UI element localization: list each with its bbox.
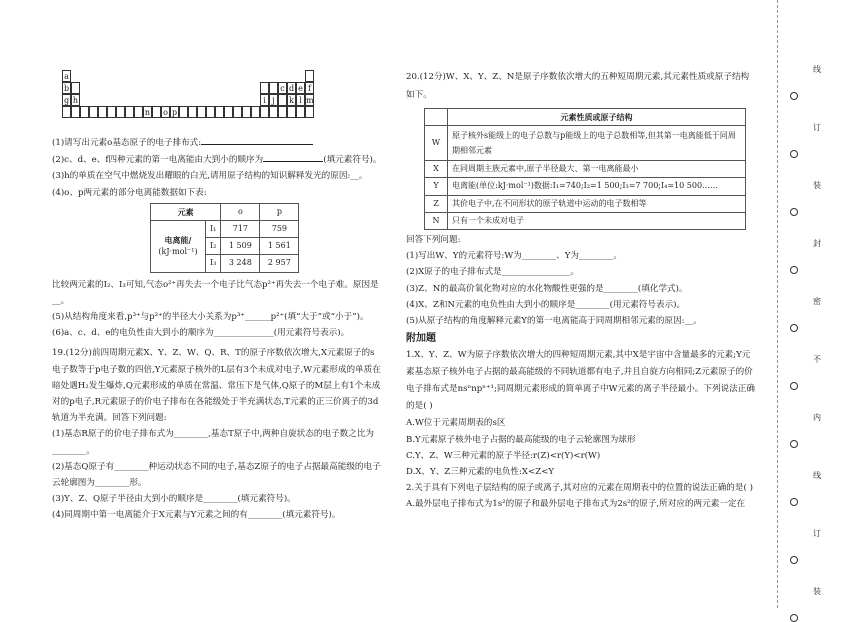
answer-2: (2)X原子的电子排布式是________________。 <box>406 267 579 278</box>
periodic-cell <box>89 106 98 118</box>
periodic-cell: c <box>278 82 287 94</box>
question-4b: 比较两元素的I₂、I₃可知,气态o²⁺再失去一个电子比气态p²⁺再失去一个电子难。原因是__。 <box>52 279 379 306</box>
binding-line <box>777 0 779 608</box>
margin-circle <box>790 92 798 100</box>
margin-label: 订 <box>813 123 821 132</box>
periodic-cell <box>116 106 125 118</box>
periodic-cell <box>107 106 116 118</box>
periodic-cell <box>215 106 224 118</box>
question-2: (2)c、d、e、f四种元素的第一电离能由大到小的顺序为 (填元素符号)。 <box>52 151 382 168</box>
table-label: 电离能/ (kJ·mol⁻¹) <box>151 221 206 273</box>
periodic-cell <box>296 106 305 118</box>
periodic-cell <box>197 106 206 118</box>
question-4: (4)o、p两元素的部分电离能数据如下表: <box>52 187 207 198</box>
question-20: 20.(12分)W、X、Y、Z、N是原子序数依次增大的五种短周期元素,其元素性质或原子结构如下。 <box>406 72 750 100</box>
element-table: 元素性质或原子结构 W 原子核外s能级上的电子总数与p能级上的电子总数相等,但其第一电离能低于同周期相邻元素 X 在同周期主族元素中,原子半径最大、第一电离能最小 Y 电离能(单位:kJ·mol⁻¹)数据:I₁=740;I₂=1 500;I₃=7 700;I₄=10 500…… Z 其价电子中,在不同形状的原子轨道中运动的电子数相等 N 只有一个未成对电子 <box>424 108 746 230</box>
option-b: B.Y元素原子核外电子占据的最高能级的电子云轮廓图为球形 <box>406 434 636 445</box>
margin-circle <box>790 440 798 448</box>
answer-3: (3)Z、N的最高价氧化物对应的水化物酸性更强的是________(填化学式)。 <box>406 283 688 294</box>
periodic-cell <box>260 82 269 94</box>
periodic-cell: k <box>287 94 296 106</box>
periodic-cell: f <box>305 82 314 94</box>
question-6: (6)a、c、d、e的电负性由大到小的顺序为______________(用元素符号表示)。 <box>52 328 350 339</box>
margin-label: 封 <box>813 239 821 248</box>
periodic-cell <box>152 106 161 118</box>
question-19-1: (1)基态R原子的价电子排布式为________,基态T原子中,两种自旋状态的电子数之比为 <box>52 429 375 440</box>
option-a: A.W位于元素周期表的s区 <box>406 418 506 429</box>
periodic-cell <box>278 94 287 106</box>
answer-5: (5)从原子结构的角度解释元素Y的第一电离能高于同周期相邻元素的原因:__。 <box>406 316 702 327</box>
periodic-cell <box>71 106 80 118</box>
margin-label: 装 <box>813 181 821 190</box>
periodic-cell <box>287 106 296 118</box>
periodic-cell <box>224 106 233 118</box>
margin-label: 订 <box>813 529 821 538</box>
periodic-cell: a <box>62 70 71 82</box>
question-19: 19.(12分)前四周期元素X、Y、Z、W、Q、R、T的原子序数依次增大,X元素原子的s电子数等于p电子数的四倍,Y元素原子核外的L层有3个未成对电子,W元素形成的单质在暗处遇H₂发生爆炸,Q元素形成的单质在常温、常压下是气体,Q原子的M层上有1个未成对的p电子,R元素原子的价电子排布在各能级处于半充满状态,T元素的正三价离子的3d轨道为半充满。回答下列问题: <box>52 348 381 424</box>
periodic-cell <box>269 82 278 94</box>
margin-circle <box>790 208 798 216</box>
periodic-cell: d <box>288 84 295 93</box>
periodic-cell <box>62 106 71 118</box>
left-column <box>52 134 382 524</box>
periodic-cell <box>206 106 215 118</box>
periodic-cell: i <box>260 94 269 106</box>
extra-question-2-a: A.最外层电子排布式为1s²的原子和最外层电子排布式为2s²的原子,所对应的两元素一定在 <box>406 499 746 510</box>
periodic-cell: g <box>63 96 70 105</box>
option-c: C.Y、Z、W三种元素的原子半径:r(Z)<r(Y)<r(W) <box>406 450 601 461</box>
periodic-cell <box>278 106 287 118</box>
periodic-cell <box>80 106 89 118</box>
periodic-cell: n <box>144 108 151 117</box>
question-19-1b: ________。 <box>52 445 95 456</box>
periodic-cell: l <box>296 94 305 106</box>
periodic-cell: h <box>72 96 79 105</box>
periodic-cell <box>125 106 134 118</box>
periodic-cell <box>242 106 251 118</box>
margin-label: 不 <box>813 355 821 364</box>
margin-circle <box>790 324 798 332</box>
margin-label: 密 <box>813 297 821 306</box>
periodic-cell <box>98 106 107 118</box>
question-19-2: (2)基态Q原子有________种运动状态不同的电子,基态Z原子的电子占据最高能级的电子云轮廓图为________形。 <box>52 461 381 489</box>
periodic-cell <box>71 82 80 94</box>
question-5: (5)从结构角度来看,p³⁺与p²⁺的半径大小关系为p³⁺______p²⁺(填“大于”或“小于”)。 <box>52 312 369 323</box>
periodic-cell: j <box>269 94 278 106</box>
margin-circle <box>790 614 798 622</box>
periodic-cell: m <box>306 96 314 105</box>
margin-circle <box>790 266 798 274</box>
answer-1: (1)写出W、Y的元素符号:W为________、Y为________。 <box>406 251 622 262</box>
periodic-cell <box>134 106 143 118</box>
option-d: D.X、Y、Z三种元素的电负性:X<Z<Y <box>406 467 555 478</box>
question-1: (1)请写出元素o基态原子的电子排布式: <box>52 134 382 151</box>
margin-label: 装 <box>813 587 821 596</box>
periodic-cell: p <box>171 108 178 117</box>
question-19-4: (4)同周期中第一电离能介于X元素与Y元素之间的有________(填元素符号)。 <box>52 510 341 521</box>
periodic-cell: o <box>161 106 170 118</box>
ionization-table: 元素 o p 电离能/ (kJ·mol⁻¹) I₁ 717 759 I₂ 1 509 1 561 I₃ 3 248 2 957 <box>150 203 299 273</box>
periodic-cell <box>305 106 314 118</box>
extra-question-2: 2.关于具有下列电子层结构的原子或离子,其对应的元素在周期表中的位置的说法正确的是( ) <box>406 483 753 494</box>
margin-label: 内 <box>813 413 821 422</box>
question-3: (3)h的单质在空气中燃烧发出耀眼的白光,请用原子结构的知识解释发光的原因:__。 <box>52 171 368 182</box>
margin-circle <box>790 382 798 390</box>
periodic-cell <box>188 106 197 118</box>
periodic-cell: b <box>63 84 70 93</box>
extra-question-1: 1.X、Y、Z、W为原子序数依次增大的四种短周期元素,其中X是宇宙中含量最多的元素;Y元素基态原子核外电子占据的最高能级的不同轨道都有电子,并且自旋方向相同;Z元素原子的价电子排布式是nsⁿnpⁿ⁺¹;同周期元素形成的简单离子中W元素的离子半径最小。下列说法正确的是( ) <box>406 350 755 412</box>
periodic-cell <box>260 106 269 118</box>
margin-circle <box>790 556 798 564</box>
margin-label: 线 <box>813 65 821 74</box>
right-column <box>406 68 756 513</box>
periodic-cell <box>305 70 314 82</box>
answer-prompt: 回答下列问题: <box>406 235 461 246</box>
margin-circle <box>790 150 798 158</box>
periodic-cell: e <box>296 82 305 94</box>
margin-circle <box>790 498 798 506</box>
extra-heading: 附加题 <box>406 333 436 345</box>
margin-label: 线 <box>813 471 821 480</box>
periodic-cell <box>251 106 260 118</box>
periodic-cell <box>233 106 242 118</box>
periodic-cell <box>179 106 188 118</box>
answer-4: (4)X、Z和N元素的电负性由大到小的顺序是________(用元素符号表示)。 <box>406 299 686 310</box>
periodic-cell <box>269 106 278 118</box>
question-19-3: (3)Y、Z、Q原子半径由大到小的顺序是________(填元素符号)。 <box>52 494 296 505</box>
